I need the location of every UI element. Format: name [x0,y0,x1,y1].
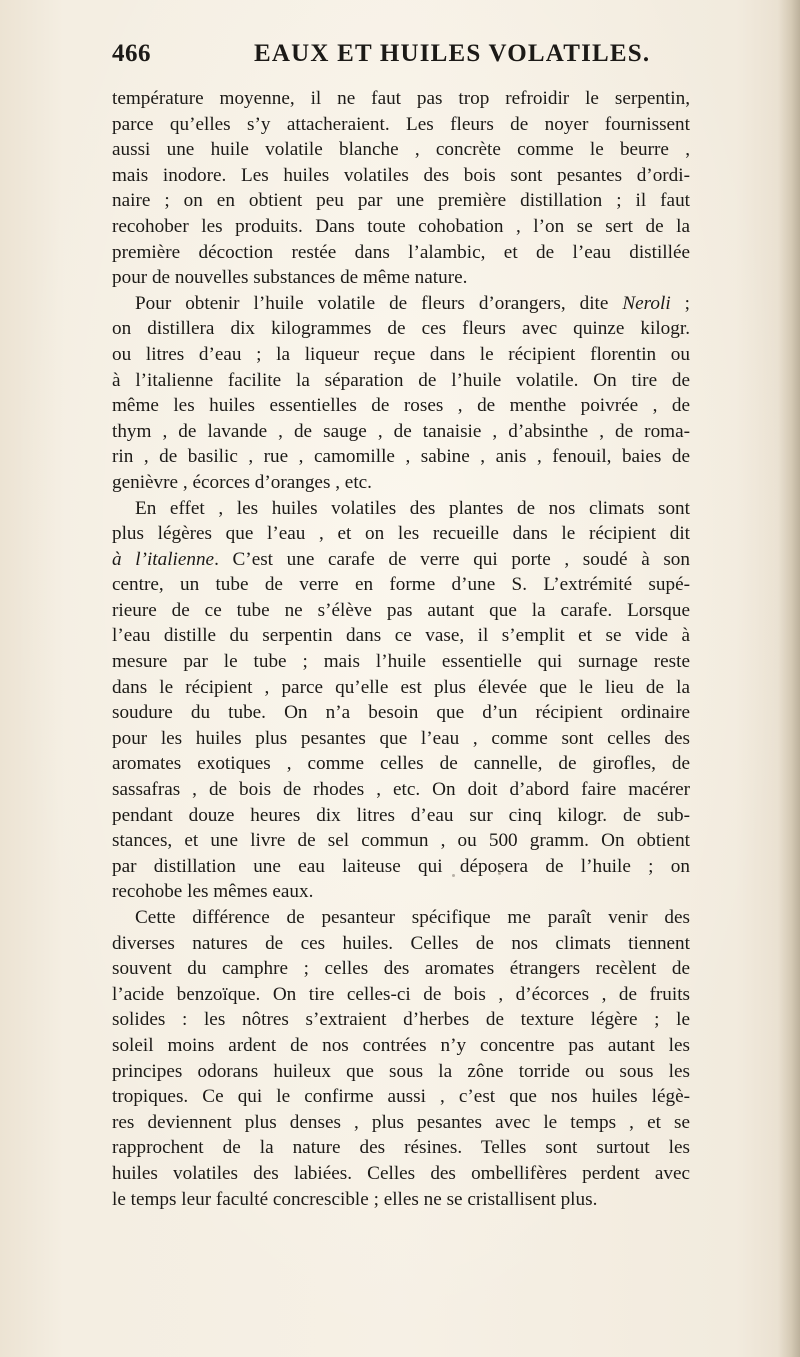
text-line: principes odorans huileux que sous la zône torride ou sous les [112,1060,690,1082]
paragraph-start-line: Pour obtenir l’huile volatile de fleurs d’orangers, dite Neroli ; [135,292,690,314]
paragraph-end-line: recohobe les mêmes eaux. [112,881,314,903]
text-line: rieure de ce tube ne s’élève pas autant que la carafe. Lorsque [112,599,690,621]
text-line: soleil moins ardent de nos contrées n’y concentre pas autant les [112,1034,690,1056]
text-line: recohober les produits. Dans toute cohobation , l’on se sert de la [112,215,690,237]
text-line: mesure par le tube ; mais l’huile essentielle qui surnage reste [112,651,690,673]
text-line: à l’italienne facilite la séparation de l’huile volatile. On tire de [112,369,690,391]
running-title: EAUX ET HUILES VOLATILES. [254,40,651,67]
text-line: souvent du camphre ; celles des aromates étrangers recèlent de [112,958,690,980]
text-line: ou litres d’eau ; la liqueur reçue dans le récipient florentin ou [112,343,690,365]
italic-term: à l’italienne [112,548,215,570]
text-line: même les huiles essentielles de roses , de menthe poivrée , de [112,395,690,417]
paragraph-start-line: Cette différence de pesanteur spécifique me paraît venir des [135,907,690,928]
paragraph-end-line: genièvre , écorces d’oranges , etc. [112,471,372,493]
text-line: rapprochent de la nature des résines. Telles sont surtout les [112,1137,690,1159]
text-line: l’acide benzoïque. On tire celles-ci de bois , d’écorces , de fruits [112,983,690,1005]
text-line: stances, et une livre de sel commun , ou 500 gramm. On obtient [112,830,690,852]
text-line: soudure du tube. On n’a besoin que d’un récipient ordinaire [112,702,690,724]
text-line: parce qu’elles s’y attacheraient. Les fleurs de noyer fournissent [112,113,690,135]
text-line: diverses natures de ces huiles. Celles de nos climats tiennent [112,932,690,954]
italic-term: Neroli [622,292,671,314]
text-line: température moyenne, il ne faut pas trop refroidir le serpentin, [112,88,690,109]
ink-speck [498,872,501,875]
page-edge-shadow [778,0,800,1357]
text-line: rin , de basilic , rue , camomille , sabine , anis , fenouil, baies de [112,446,690,468]
page-header [112,36,688,76]
ink-speck [452,874,455,877]
text-line: aromates exotiques , comme celles de cannelle, de girofles, de [112,753,690,775]
text-line: huiles volatiles des labiées. Celles des ombellifères perdent avec [112,1162,690,1184]
paragraph-start-line: En effet , les huiles volatiles des plantes de nos climats sont [135,497,690,519]
text-line: on distillera dix kilogrammes de ces fleurs avec quinze kilogr. [112,318,690,340]
text-line: aussi une huile volatile blanche , concrète comme le beurre , [112,139,690,161]
text-line: naire ; on en obtient peu par une première distillation ; il faut [112,190,690,212]
text-line: mais inodore. Les huiles volatiles des bois sont pesantes d’ordi- [112,164,690,186]
text-line: plus légères que l’eau , et on les recueille dans le récipient dit [112,523,690,545]
text-line: dans le récipient , parce qu’elle est plus élevée que le lieu de la [112,676,690,698]
text-line: res deviennent plus denses , plus pesantes avec le temps , et se [112,1111,690,1133]
text-line: solides : les nôtres s’extraient d’herbes de texture légère ; le [112,1009,690,1031]
text-line: thym , de lavande , de sauge , de tanaisie , d’absinthe , de roma- [112,420,690,442]
text-line: à l’italienne. C’est une carafe de verre qui porte , soudé à son [112,548,690,570]
text-line: centre, un tube de verre en forme d’une S. L’extrémité supé- [112,574,690,596]
text-line: pendant douze heures dix litres d’eau sur cinq kilogr. de sub- [112,804,690,826]
paragraph-end-line: pour de nouvelles substances de même nature. [112,267,468,289]
text-line: sassafras , de bois de rhodes , etc. On doit d’abord faire macérer [112,779,690,801]
text-line: par distillation une eau laiteuse qui déposera de l’huile ; on [112,855,690,877]
text-line: première décoction restée dans l’alambic, et de l’eau distillée [112,241,690,263]
body-text [112,86,690,1212]
text-line: tropiques. Ce qui le confirme aussi , c’est que nos huiles légè- [112,1086,690,1108]
text-line: l’eau distille du serpentin dans ce vase, il s’emplit et se vide à [112,625,690,647]
text-line: pour les huiles plus pesantes que l’eau , comme sont celles des [112,727,690,749]
paragraph-end-line: le temps leur faculté concrescible ; elles ne se cristallisent plus. [112,1188,598,1210]
page-number: 466 [112,40,151,67]
